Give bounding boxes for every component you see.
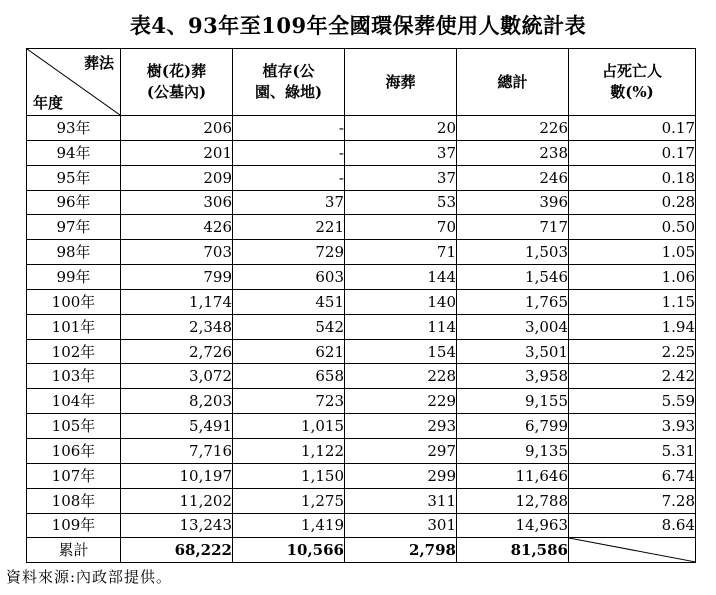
table-row — [27, 364, 696, 389]
park-burial-cell: - — [233, 116, 345, 141]
total-cell: 396 — [457, 190, 569, 215]
table-row — [27, 265, 696, 290]
header-tree-line1: 樹(花)葬 — [146, 62, 207, 80]
sea-burial-cell: 229 — [345, 389, 457, 414]
total-cell: 246 — [457, 165, 569, 190]
total-tree-cell: 68,222 — [121, 538, 233, 563]
tree-burial-cell: 1,174 — [121, 289, 233, 314]
tree-burial-cell: 799 — [121, 265, 233, 290]
percentage-cell: 1.06 — [569, 265, 696, 290]
table-row — [27, 289, 696, 314]
tree-burial-cell: 7,716 — [121, 438, 233, 463]
park-burial-cell: 1,419 — [233, 513, 345, 538]
percentage-cell: 1.15 — [569, 289, 696, 314]
header-pct-line2: 數(%) — [610, 83, 654, 101]
corner-year-label: 年度 — [33, 94, 64, 112]
park-burial-cell: 603 — [233, 265, 345, 290]
header-park-line2: 園、綠地) — [254, 83, 323, 101]
table-row — [27, 116, 696, 141]
year-cell: 100年 — [27, 289, 121, 314]
table-row — [27, 314, 696, 339]
total-cell: 12,788 — [457, 488, 569, 513]
tree-burial-cell: 2,348 — [121, 314, 233, 339]
percentage-cell: 0.28 — [569, 190, 696, 215]
year-cell: 98年 — [27, 240, 121, 265]
percentage-cell: 1.05 — [569, 240, 696, 265]
header-tree-line2: (公墓內) — [146, 83, 207, 101]
header-total: 總計 — [457, 49, 569, 116]
diagonal-line — [569, 538, 695, 562]
sea-burial-cell: 37 — [345, 140, 457, 165]
total-cell: 3,004 — [457, 314, 569, 339]
tree-burial-cell: 209 — [121, 165, 233, 190]
sea-burial-cell: 20 — [345, 116, 457, 141]
year-cell: 108年 — [27, 488, 121, 513]
park-burial-cell: 621 — [233, 339, 345, 364]
percentage-cell: 3.93 — [569, 414, 696, 439]
total-cell: 1,546 — [457, 265, 569, 290]
header-park-burial — [233, 49, 345, 116]
park-burial-cell: 221 — [233, 215, 345, 240]
table-row — [27, 165, 696, 190]
sea-burial-cell: 37 — [345, 165, 457, 190]
tree-burial-cell: 703 — [121, 240, 233, 265]
year-cell: 102年 — [27, 339, 121, 364]
corner-header-cell — [27, 49, 121, 116]
sea-burial-cell: 71 — [345, 240, 457, 265]
sea-burial-cell: 154 — [345, 339, 457, 364]
header-sea-burial: 海葬 — [345, 49, 457, 116]
cumulative-total-row — [27, 538, 696, 563]
sea-burial-cell: 297 — [345, 438, 457, 463]
percentage-cell: 5.31 — [569, 438, 696, 463]
header-death-percentage — [569, 49, 696, 116]
percentage-cell: 2.25 — [569, 339, 696, 364]
tree-burial-cell: 206 — [121, 116, 233, 141]
sea-burial-cell: 311 — [345, 488, 457, 513]
year-cell: 101年 — [27, 314, 121, 339]
percentage-cell: 5.59 — [569, 389, 696, 414]
park-burial-cell: 1,122 — [233, 438, 345, 463]
sea-burial-cell: 301 — [345, 513, 457, 538]
year-cell: 103年 — [27, 364, 121, 389]
percentage-cell: 0.17 — [569, 140, 696, 165]
tree-burial-cell: 13,243 — [121, 513, 233, 538]
sea-burial-cell: 114 — [345, 314, 457, 339]
header-row — [27, 49, 696, 116]
park-burial-cell: 542 — [233, 314, 345, 339]
table-row — [27, 513, 696, 538]
statistics-table — [26, 48, 696, 563]
total-cell: 11,646 — [457, 463, 569, 488]
source-note: 資料來源:內政部提供。 — [6, 568, 173, 586]
year-cell: 93年 — [27, 116, 121, 141]
year-cell: 99年 — [27, 265, 121, 290]
year-cell: 107年 — [27, 463, 121, 488]
table-body — [27, 116, 696, 538]
sea-burial-cell: 293 — [345, 414, 457, 439]
percentage-cell: 1.94 — [569, 314, 696, 339]
total-park-cell: 10,566 — [233, 538, 345, 563]
total-cell: 3,501 — [457, 339, 569, 364]
table-row — [27, 140, 696, 165]
total-cell: 9,155 — [457, 389, 569, 414]
tree-burial-cell: 306 — [121, 190, 233, 215]
total-cell: 3,958 — [457, 364, 569, 389]
year-cell: 97年 — [27, 215, 121, 240]
tree-burial-cell: 5,491 — [121, 414, 233, 439]
tree-burial-cell: 2,726 — [121, 339, 233, 364]
tree-burial-cell: 426 — [121, 215, 233, 240]
park-burial-cell: 1,015 — [233, 414, 345, 439]
table-row — [27, 389, 696, 414]
year-cell: 94年 — [27, 140, 121, 165]
table-row — [27, 414, 696, 439]
table-row — [27, 488, 696, 513]
sea-burial-cell: 299 — [345, 463, 457, 488]
park-burial-cell: 729 — [233, 240, 345, 265]
total-cell: 1,503 — [457, 240, 569, 265]
corner-method-label: 葬法 — [83, 54, 114, 72]
park-burial-cell: 37 — [233, 190, 345, 215]
total-cell: 1,765 — [457, 289, 569, 314]
park-burial-cell: 1,275 — [233, 488, 345, 513]
park-burial-cell: 723 — [233, 389, 345, 414]
sea-burial-cell: 53 — [345, 190, 457, 215]
park-burial-cell: 451 — [233, 289, 345, 314]
percentage-cell: 8.64 — [569, 513, 696, 538]
total-cell: 226 — [457, 116, 569, 141]
table-row — [27, 240, 696, 265]
total-sea-cell: 2,798 — [345, 538, 457, 563]
header-park-line1: 植存(公 — [262, 62, 315, 80]
header-tree-burial — [121, 49, 233, 116]
table-row — [27, 438, 696, 463]
table-row — [27, 215, 696, 240]
total-label-cell: 累計 — [27, 538, 121, 563]
park-burial-cell: - — [233, 140, 345, 165]
page-title: 表4、93年至109年全國環保葬使用人數統計表 — [129, 13, 587, 38]
table-row — [27, 463, 696, 488]
year-cell: 106年 — [27, 438, 121, 463]
year-cell: 104年 — [27, 389, 121, 414]
tree-burial-cell: 3,072 — [121, 364, 233, 389]
year-cell: 105年 — [27, 414, 121, 439]
total-pct-empty-cell — [569, 538, 696, 563]
year-cell: 95年 — [27, 165, 121, 190]
tree-burial-cell: 201 — [121, 140, 233, 165]
total-cell: 238 — [457, 140, 569, 165]
sea-burial-cell: 144 — [345, 265, 457, 290]
sea-burial-cell: 228 — [345, 364, 457, 389]
percentage-cell: 0.17 — [569, 116, 696, 141]
percentage-cell: 6.74 — [569, 463, 696, 488]
park-burial-cell: 658 — [233, 364, 345, 389]
tree-burial-cell: 10,197 — [121, 463, 233, 488]
total-cell: 14,963 — [457, 513, 569, 538]
total-cell: 9,135 — [457, 438, 569, 463]
park-burial-cell: 1,150 — [233, 463, 345, 488]
total-cell: 717 — [457, 215, 569, 240]
year-cell: 96年 — [27, 190, 121, 215]
table-row — [27, 339, 696, 364]
total-cell: 6,799 — [457, 414, 569, 439]
header-pct-line1: 占死亡人 — [601, 62, 662, 80]
percentage-cell: 7.28 — [569, 488, 696, 513]
total-total-cell: 81,586 — [457, 538, 569, 563]
tree-burial-cell: 8,203 — [121, 389, 233, 414]
percentage-cell: 0.18 — [569, 165, 696, 190]
sea-burial-cell: 140 — [345, 289, 457, 314]
percentage-cell: 0.50 — [569, 215, 696, 240]
year-cell: 109年 — [27, 513, 121, 538]
sea-burial-cell: 70 — [345, 215, 457, 240]
table-row — [27, 190, 696, 215]
percentage-cell: 2.42 — [569, 364, 696, 389]
tree-burial-cell: 11,202 — [121, 488, 233, 513]
park-burial-cell: - — [233, 165, 345, 190]
